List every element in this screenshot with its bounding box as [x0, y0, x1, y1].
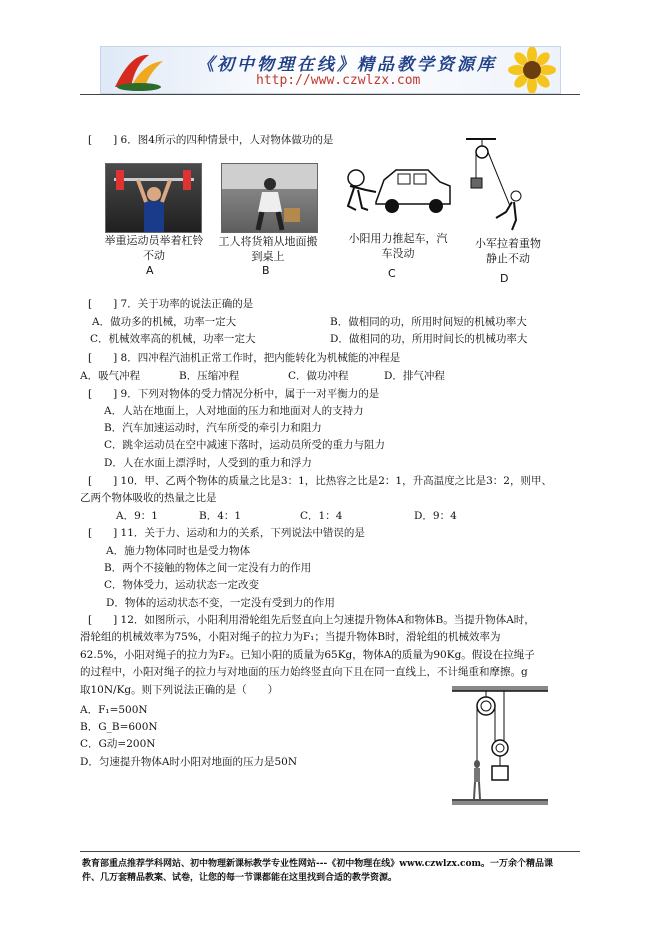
photo-pull-rope — [466, 136, 532, 234]
q8-stem: [ ] 8．四冲程汽油机正常工作时，把内能转化为机械能的冲程是 — [88, 352, 401, 364]
photo-worker-box — [221, 163, 318, 233]
header-banner — [100, 46, 561, 94]
q9-option-c: C．跳伞运动员在空中减速下落时，运动员所受的重力与阻力 — [104, 439, 386, 451]
q11-option-d: D．物体的运动状态不变，一定没有受到力的作用 — [106, 597, 335, 609]
q12-option-a: A．F₁=500N — [80, 704, 148, 716]
q9-option-a: A．人站在地面上，人对地面的压力和地面对人的支持力 — [104, 405, 364, 417]
q6-caption-a: 举重运动员举着杠铃不动 — [104, 234, 204, 262]
q8-option-d: D．排气冲程 — [384, 370, 445, 382]
q6-letter-c: C — [388, 267, 396, 280]
q9-stem: [ ] 9．下列对物体的受力情况分析中，属于一对平衡力的是 — [88, 388, 380, 400]
banner-url[interactable]: http://www.czwlzx.com — [256, 73, 421, 88]
q7-option-d: D．做相同的功，所用时间长的机械功率大 — [330, 333, 528, 345]
q10-option-c: C．1：4 — [300, 510, 343, 522]
footer-rule — [80, 851, 580, 852]
pulley-diagram — [452, 686, 552, 808]
q12-option-b: B．G_B=600N — [80, 721, 158, 733]
q11-stem: [ ] 11．关于力、运动和力的关系，下列说法中错误的是 — [88, 527, 365, 539]
footer-line2: 件、几万套精品教案、试卷，让您的每一节课都能在这里找到合适的教学资源。 — [82, 873, 398, 883]
banner-title: 《初中物理在线》精品教学资源库 — [197, 55, 497, 75]
q6-caption-d: 小军拉着重物静止不动 — [475, 237, 541, 265]
q12-option-d: D．匀速提升物体A时小阳对地面的压力是50N — [80, 756, 298, 768]
q10-stem: [ ] 10．甲、乙两个物体的质量之比是3：1，比热容之比是2：1，升高温度之比是3：2，则甲、 — [88, 475, 552, 487]
q7-option-a: A．做功多的机械，功率一定大 — [92, 316, 237, 328]
q11-option-c: C．物体受力，运动状态一定改变 — [104, 579, 260, 591]
q7-option-c: C．机械效率高的机械，功率一定大 — [90, 333, 256, 345]
q10-option-a: A．9：1 — [116, 510, 158, 522]
q7-option-b: B．做相同的功，所用时间短的机械功率大 — [330, 316, 527, 328]
q9-option-b: B．汽车加速运动时，汽车所受的牵引力和阻力 — [104, 422, 322, 434]
q6-stem: [ ] 6．图4所示的四种情景中，人对物体做功的是 — [88, 134, 334, 146]
photo-push-car — [336, 150, 456, 230]
q12-line3: 62.5%，小阳对绳子的拉力为F₂。已知小阳的质量为65Kg，物体A的质量为90Kg。假设在拉绳子 — [80, 649, 535, 661]
q6-letter-d: D — [500, 272, 509, 285]
push-car-icon — [336, 150, 456, 230]
q10-option-d: D．9：4 — [414, 510, 457, 522]
header-rule — [80, 94, 580, 95]
worker-box-icon — [222, 164, 317, 232]
q12-option-c: C．G动=200N — [80, 738, 156, 750]
footer-line1: 教育部重点推荐学科网站、初中物理新课标教学专业性网站---《初中物理在线》www.czwlzx.com。一万余个精品课 — [82, 859, 554, 869]
site-logo-icon — [109, 47, 169, 93]
q12-line5: 取10N/Kg。则下列说法正确的是（ ） — [80, 684, 279, 696]
q10-option-b: B．4：1 — [199, 510, 242, 522]
q6-letter-a: A — [146, 264, 154, 277]
q6-letter-b: B — [262, 264, 270, 277]
q10-stem-cont: 乙两个物体吸收的热量之比是 — [80, 492, 217, 504]
q6-caption-c: 小阳用力推起车，汽车没动 — [348, 232, 448, 260]
q7-stem: [ ] 7．关于功率的说法正确的是 — [88, 298, 254, 310]
sunflower-icon — [508, 47, 556, 93]
q11-option-b: B．两个不接触的物体之间一定没有力的作用 — [104, 562, 312, 574]
q6-caption-b: 工人将货箱从地面搬到桌上 — [218, 235, 318, 263]
pull-rope-icon — [466, 136, 532, 234]
q12-line4: 的过程中，小阳对绳子的拉力与对地面的压力始终竖直向下且在同一直线上，不计绳重和摩擦。g — [80, 666, 528, 678]
q8-option-a: A．吸气冲程 — [80, 370, 141, 382]
q12-line2: 滑轮组的机械效率为75%，小阳对绳子的拉力为F₁；当提升物体B时，滑轮组的机械效率为 — [80, 631, 501, 643]
q8-option-b: B．压缩冲程 — [179, 370, 240, 382]
weightlifter-icon — [106, 164, 201, 232]
q12-line1: [ ] 12．如图所示，小阳利用滑轮组先后竖直向上匀速提升物体A和物体B。当提升物体A时， — [88, 614, 535, 626]
q11-option-a: A．施力物体同时也是受力物体 — [106, 545, 251, 557]
pulley-system-icon — [452, 686, 552, 808]
photo-weightlifter — [105, 163, 202, 233]
q8-option-c: C．做功冲程 — [288, 370, 349, 382]
q9-option-d: D．人在水面上漂浮时，人受到的重力和浮力 — [104, 457, 312, 469]
